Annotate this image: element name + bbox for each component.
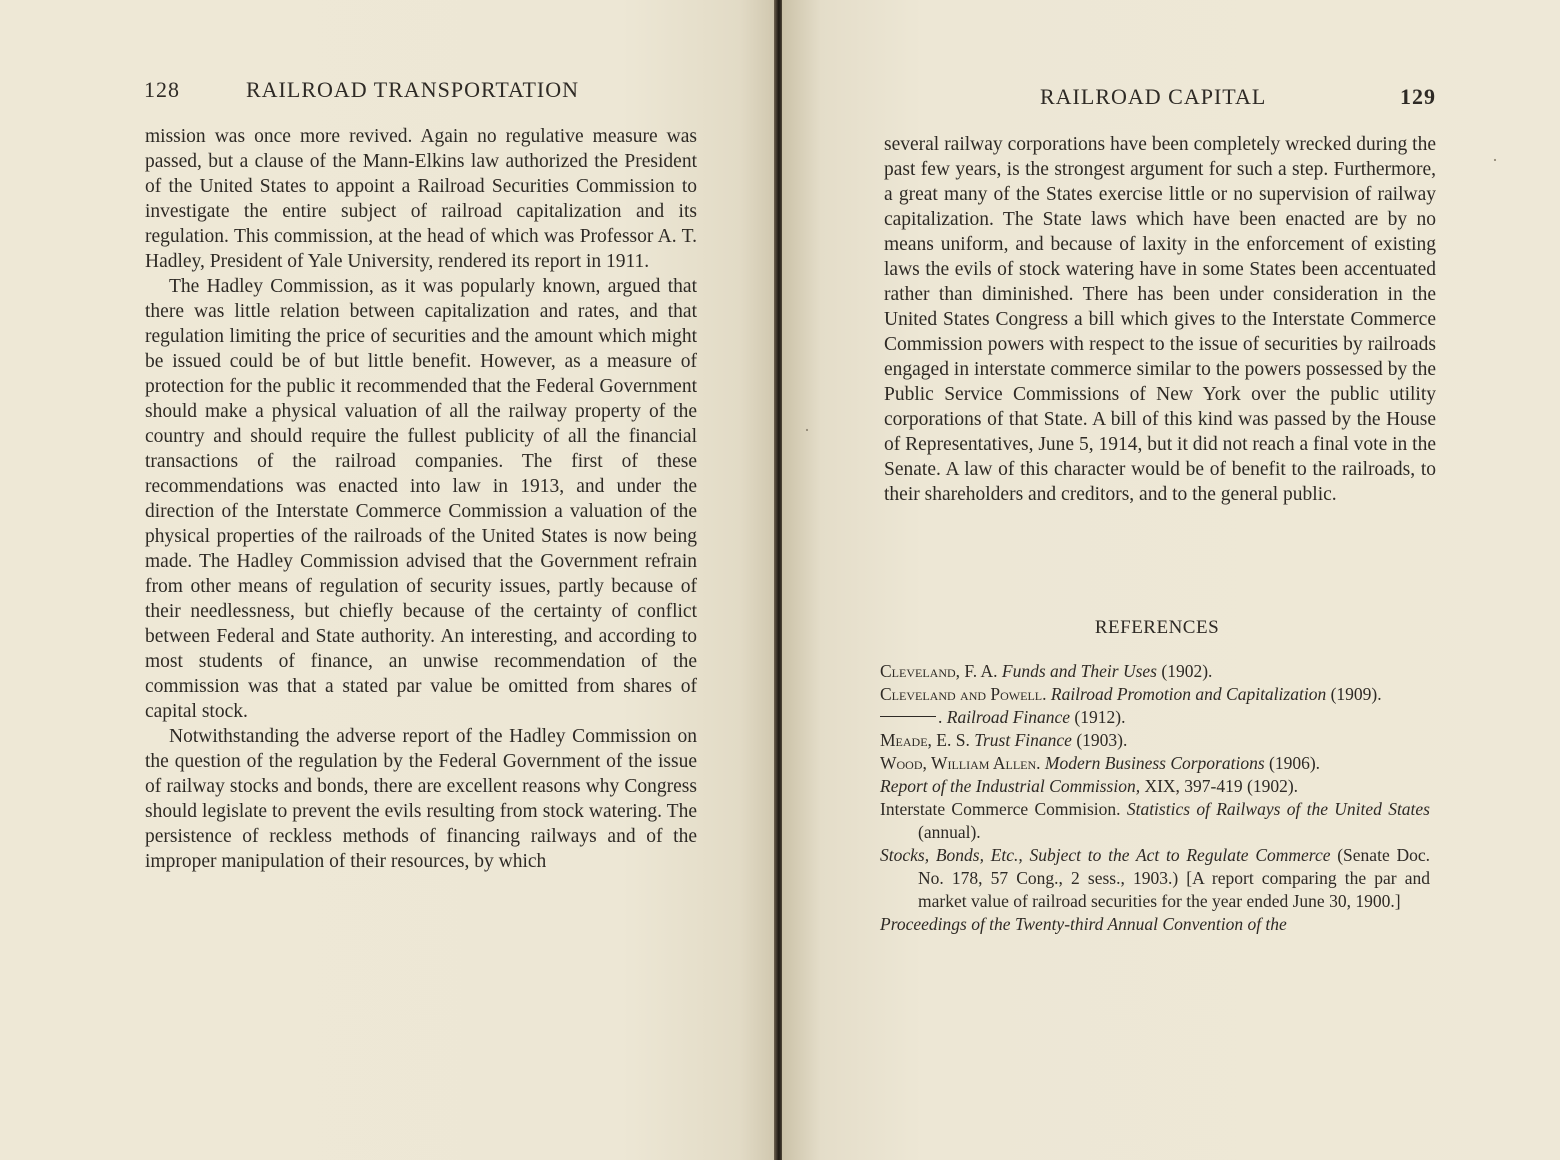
paragraph: Notwithstanding the adverse report of the Hadley Commission on the question of the regulation by the Federal Government of the issue of railway stocks and bonds, there are excellent reasons why Congress should legislate to prevent the evils resulting from stock watering. The persistence of reckless methods of financing railways and of the improper manipulation of their resources, by which — [145, 726, 697, 872]
reference-title: Trust Finance — [974, 730, 1072, 750]
paragraph: The Hadley Commission, as it was popularly known, argued that there was little relation between capitalization and rates, and that regulation limiting the price of securities and the amount which might be issued could be of but little benefit. However, as a measure of protection for the public it recommended that the Federal Government should make a physical valuation of all the railway property of the country and should require the fullest publicity of all the financial transactions of the railroad companies. The first of these recommendations was enacted into law in 1913, and under the direction of the Interstate Commerce Commission a valuation of the physical properties of the railroads of the United States is now being made. The Hadley Commission advised that the Government refrain from other means of regulation of security issues, partly because of their needlessness, but chiefly because of the certainty of conflict between Federal and State authority. An interesting, and according to most students of finance, an unwise recommendation of the commission was that a stated par value be omitted from shares of capital stock. — [145, 276, 697, 722]
reference-details: (annual). — [918, 822, 981, 842]
reference-author: Wood, William Allen. — [880, 753, 1041, 773]
reference-title: Stocks, Bonds, Etc., Subject to the Act to Regulate Commerce — [880, 845, 1331, 865]
reference-entry — [880, 729, 1430, 752]
reference-entry — [880, 660, 1430, 683]
reference-details: (1903). — [1071, 730, 1128, 750]
reference-entry — [880, 798, 1430, 844]
reference-author: Interstate Commerce Commision. — [880, 799, 1121, 819]
reference-entry — [880, 844, 1430, 913]
reference-title: Railroad Finance — [946, 707, 1071, 727]
running-head-left: RAILROAD TRANSPORTATION — [246, 77, 580, 102]
reference-entry — [880, 752, 1430, 775]
paragraph: several railway corporations have been completely wrecked during the past few years, is the strongest argument for such a step. Furthermore, a great many of the States exercise little or no supervision of railway capitalization. The State laws which have been enacted are by no means uniform, and because of laxity in the enforcement of existing laws the evils of stock watering have in some States been accentuated rather than diminished. There has been under consideration in the United States Congress a bill which gives to the Interstate Commerce Commission powers with respect to the issue of securities by railroads engaged in interstate commerce similar to the powers possessed by the Public Service Commissions of New York over the public utility corporations of that State. A bill of this kind was passed by the House of Representatives, June 5, 1914, but it did not reach a final vote in the Senate. A law of this character would be of benefit to the railroads, to their shareholders and creditors, and to the general public. — [884, 134, 1436, 505]
running-head-right: RAILROAD CAPITAL — [1040, 84, 1267, 109]
reference-author: Cleveland and Powell. — [880, 684, 1047, 704]
ditto-dash — [880, 716, 936, 717]
reference-title: Report of the Industrial Commission, — [880, 776, 1141, 796]
left-page — [0, 0, 778, 1160]
page-number-right: 129 — [1400, 84, 1436, 109]
reference-details: (1909). — [1326, 684, 1382, 704]
page-speck: · — [1492, 150, 1498, 170]
left-body-text — [145, 124, 697, 874]
reference-entry — [880, 683, 1430, 706]
reference-title: Proceedings of the Twenty-third Annual Convention of the — [880, 914, 1287, 934]
paragraph: mission was once more revived. Again no regulative measure was passed, but a clause of the Mann-Elkins law authorized the President of the United States to appoint a Railroad Securities Commission to investigate the entire subject of railroad capitalization and its regulation. This commission, at the head of which was Professor A. T. Hadley, President of Yale University, rendered its report in 1911. — [145, 126, 697, 272]
reference-details: XIX, 397-419 (1902). — [1140, 776, 1299, 796]
reference-title: Railroad Promotion and Capitalization — [1050, 684, 1327, 704]
reference-author: Cleveland, F. A. — [880, 661, 998, 681]
reference-title: Funds and Their Uses — [1001, 661, 1157, 681]
page-speck: · — [804, 420, 810, 440]
reference-title: Modern Business Corporations — [1044, 753, 1265, 773]
references-heading: REFERENCES — [1094, 617, 1220, 638]
reference-details: (1906). — [1264, 753, 1321, 773]
reference-entry — [880, 913, 1430, 936]
reference-details: (Senate Doc. No. 178, 57 Cong., 2 sess., 1903.) [A report comparing the par and market value of railroad securities for the year ended June 30, 1900.] — [918, 845, 1430, 911]
references-list — [880, 660, 1430, 936]
reference-title: Statistics of Railways of the United States — [1126, 799, 1430, 819]
reference-author: Meade, E. S. — [880, 730, 970, 750]
reference-entry — [880, 775, 1430, 798]
reference-details: (1912). — [1070, 707, 1126, 727]
right-body-text — [884, 132, 1436, 507]
reference-entry: . Railroad Finance (1912). — [880, 706, 1430, 729]
right-page — [782, 0, 1560, 1160]
reference-details: (1902). — [1157, 661, 1213, 681]
page-number-left: 128 — [144, 77, 180, 102]
